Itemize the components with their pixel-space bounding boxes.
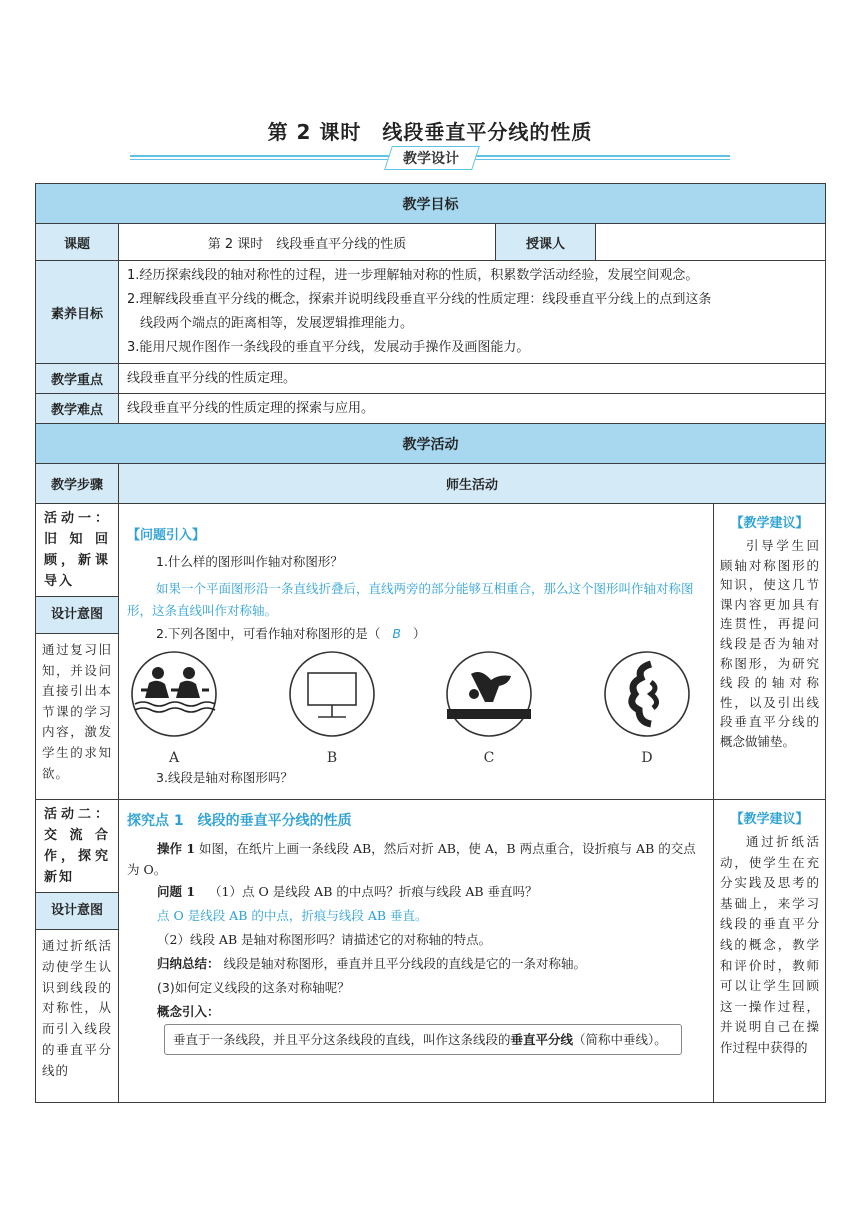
option-d-symbol-icon xyxy=(605,652,689,736)
options-figure xyxy=(119,646,709,766)
problem-1-answer: 点 O 是线段 AB 的中点，折痕与线段 AB 垂直。 xyxy=(157,908,428,923)
activity1-name: 活动一：旧知回顾，新课导入 xyxy=(36,504,118,597)
difficulty-label: 教学难点 xyxy=(36,394,119,424)
summary xyxy=(157,954,586,972)
question-2-end: ） xyxy=(412,626,426,641)
key-point-value: 线段垂直平分线的性质定理。 xyxy=(119,364,826,394)
question-2 xyxy=(156,624,426,642)
explore-title: 探究点 1 线段的垂直平分线的性质 xyxy=(127,813,352,829)
question-3: 3.线段是轴对称图形吗？ xyxy=(156,770,293,785)
activity1-tip-text: 引导学生回顾轴对称图形的知识，使这几节课内容更加具有连贯性，再提问线段是否为轴对称图形，为研究线段的轴对称性，以及引出线段垂直平分线的概念做铺垫。 xyxy=(720,538,820,749)
literacy-item: 线段两个端点的距离相等，发展逻辑推理能力。 xyxy=(140,316,414,331)
banner-label: 教学设计 xyxy=(403,151,459,167)
steps-label: 教学步骤 xyxy=(36,464,119,504)
option-c-label: C xyxy=(483,750,495,766)
teacher-student-label: 师生活动 xyxy=(119,464,826,504)
activities-header: 教学活动 xyxy=(36,424,826,464)
concept-bold: 垂直平分线 xyxy=(510,1032,574,1047)
question-2-text: 2.下列各图中，可看作轴对称图形的是（ xyxy=(156,626,381,641)
topic-value: 第 2 课时 线段垂直平分线的性质 xyxy=(119,224,496,261)
problem-1-label: 问题 1 xyxy=(157,884,196,899)
answer-1: 如果一个平面图形沿一条直线折叠后，直线两旁的部分能够互相重合，那么这个图形叫作轴对称图形，这条直线叫作对称轴。 xyxy=(127,581,694,618)
activity2-intent-label: 设计意图 xyxy=(36,893,118,930)
activity1-intent: 通过复习旧知，并设问直接引出本节课的学习内容，激发学生的求知欲。 xyxy=(42,642,112,781)
option-a-label: A xyxy=(168,750,180,766)
topic-label: 课题 xyxy=(36,224,119,261)
option-b-label: B xyxy=(326,750,338,766)
activity2-tip xyxy=(714,800,826,1103)
difficulty-value: 线段垂直平分线的性质定理的探索与应用。 xyxy=(119,394,826,424)
question-2-answer: B xyxy=(392,626,401,641)
activity2-intent: 通过折纸活动使学生认识到线段的对称性，从而引入线段的垂直平分线的 xyxy=(42,938,112,1078)
concept-label: 概念引入： xyxy=(157,1004,220,1019)
activity1-tip-title: 【教学建议】 xyxy=(730,516,809,531)
concept-text-2: （简称中垂线）。 xyxy=(573,1032,667,1047)
problem-3: (3)如何定义线段的这条对称轴呢？ xyxy=(157,980,350,995)
teacher-label: 授课人 xyxy=(496,224,596,261)
activity2-side xyxy=(36,800,119,1103)
summary-label: 归纳总结： xyxy=(157,956,220,971)
activity1-side xyxy=(36,504,119,800)
activity2-name: 活动二：交流合作，探究新知 xyxy=(36,800,118,893)
option-c-gymnast-icon xyxy=(447,652,531,736)
section-banner xyxy=(130,146,730,168)
lesson-plan-table xyxy=(35,183,826,1103)
literacy-goals xyxy=(119,261,826,364)
literacy-label: 素养目标 xyxy=(36,261,119,364)
literacy-item: 1.经历探索线段的轴对称性的过程，进一步理解轴对称的性质，积累数学活动经验，发展空间观念。 xyxy=(127,268,699,283)
problem-intro-title: 【问题引入】 xyxy=(127,528,206,543)
activity1-tip xyxy=(714,504,826,800)
literacy-item: 3.能用尺规作图作一条线段的垂直平分线，发展动手操作及画图能力。 xyxy=(127,340,530,355)
option-d-label: D xyxy=(641,750,653,766)
problem-1 xyxy=(157,882,538,900)
operation-1 xyxy=(127,838,707,880)
activity1-intent-label: 设计意图 xyxy=(36,597,118,634)
activity2-tip-title: 【教学建议】 xyxy=(730,812,809,827)
question-1: 1.什么样的图形叫作轴对称图形？ xyxy=(156,554,343,569)
activity2-tip-text: 通过折纸活动，使学生在充分实践及思考的基础上，来学习线段的垂直平分线的概念，教学和评价时，教师可以让学生回顾这一操作过程，并说明自己在操作过程中获得的 xyxy=(720,834,820,1055)
activity1-main xyxy=(119,504,714,800)
problem-1-text: （1）点 O 是线段 AB 的中点吗？折痕与线段 AB 垂直吗？ xyxy=(209,884,538,899)
option-b-monitor-icon xyxy=(290,652,374,736)
concept-box xyxy=(164,1024,682,1055)
operation-1-text: 如图，在纸片上画一条线段 AB，然后对折 AB，使 A，B 两点重合，设折痕与 AB 的交点为 O。 xyxy=(127,841,696,877)
option-a-rowing-icon xyxy=(132,652,216,736)
operation-1-label: 操作 1 xyxy=(157,841,196,856)
concept-text-1: 垂直于一条线段，并且平分这条线段的直线，叫作这条线段的 xyxy=(173,1032,511,1047)
key-point-label: 教学重点 xyxy=(36,364,119,394)
goals-header: 教学目标 xyxy=(36,184,826,224)
activity2-main xyxy=(119,800,714,1103)
literacy-item: 2.理解线段垂直平分线的概念，探索并说明线段垂直平分线的性质定理：线段垂直平分线上的点到这条 xyxy=(127,292,712,307)
problem-2: （2）线段 AB 是轴对称图形吗？请描述它的对称轴的特点。 xyxy=(157,932,492,947)
summary-text: 线段是轴对称图形，垂直并且平分线段的直线是它的一条对称轴。 xyxy=(223,956,587,971)
page-title: 第 2 课时 线段垂直平分线的性质 xyxy=(267,120,593,144)
teacher-value xyxy=(596,224,826,261)
